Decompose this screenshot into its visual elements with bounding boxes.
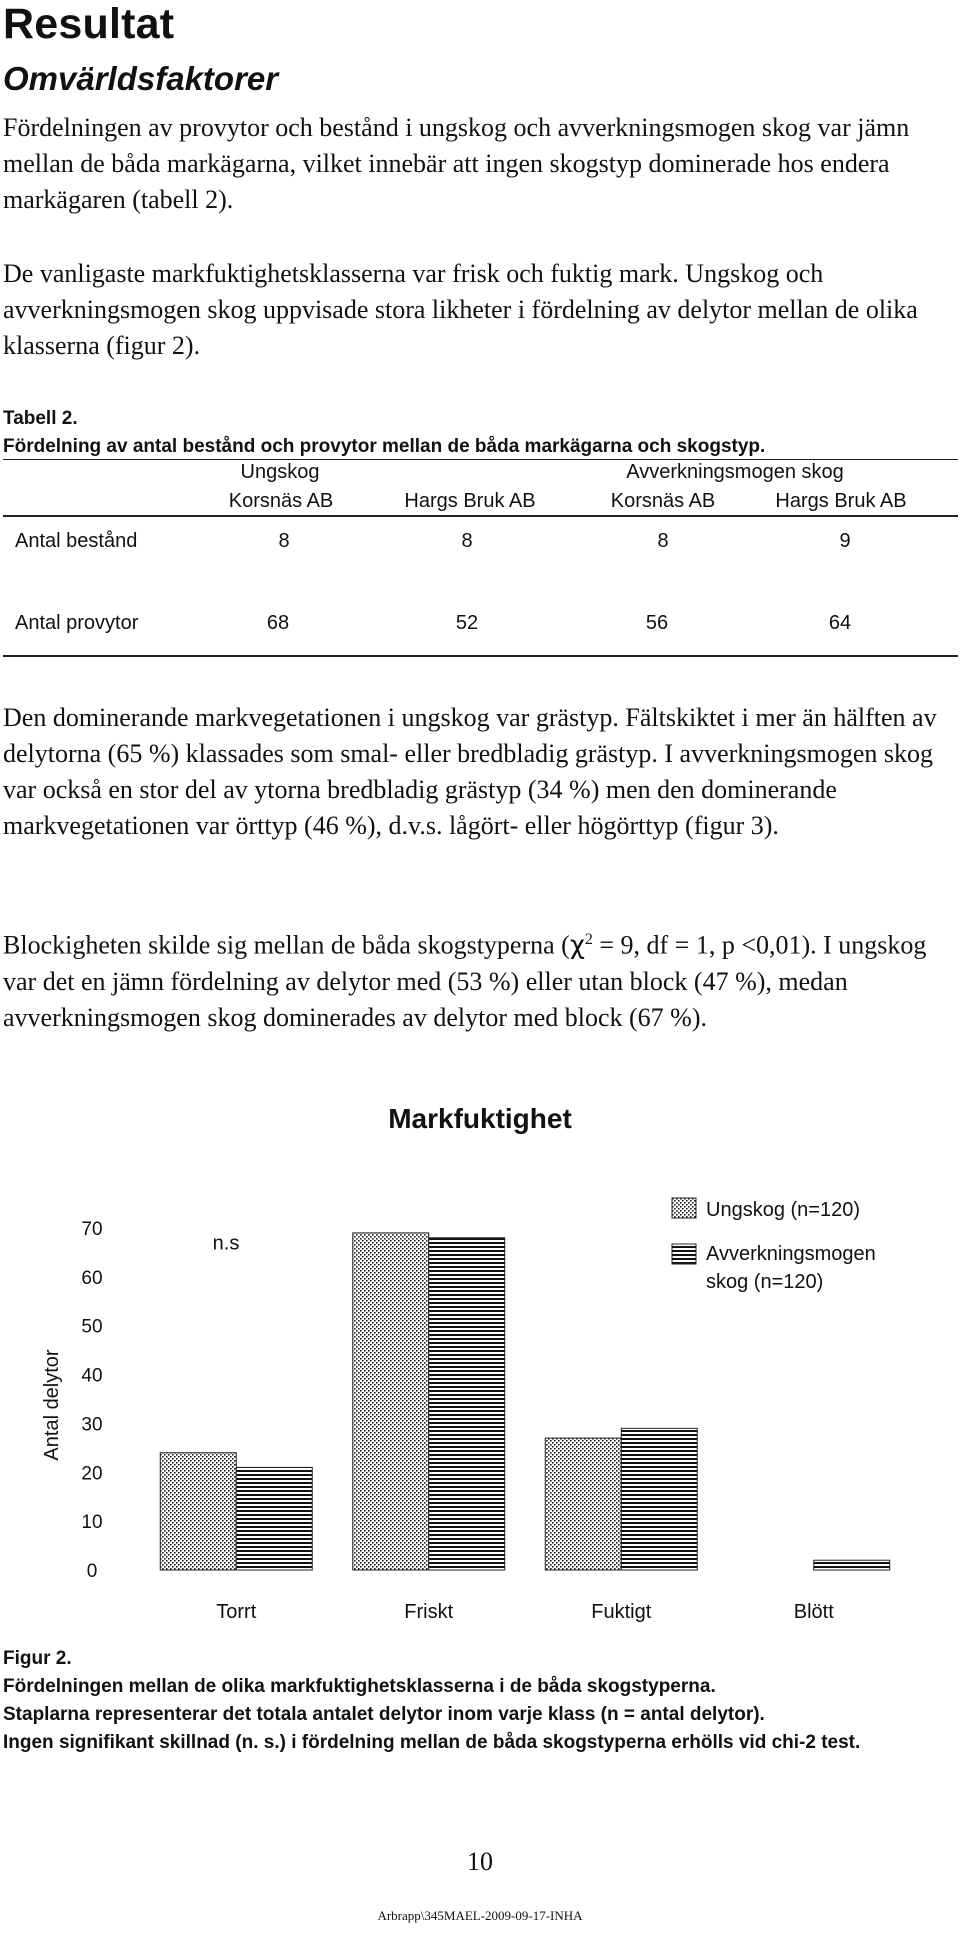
bar <box>353 1233 429 1570</box>
y-tick-label: 40 <box>81 1365 103 1387</box>
legend-label: Avverkningsmogen <box>706 1243 876 1265</box>
table-cell: 9 <box>839 530 851 552</box>
paragraph-4-start: Blockigheten skilde sig mellan de båda skogstyperna ( <box>3 930 570 960</box>
bar <box>236 1467 312 1570</box>
x-tick-label: Torrt <box>216 1601 257 1623</box>
paragraph-3 <box>3 700 953 844</box>
table-cell: 68 <box>266 612 290 634</box>
paragraph-4-end: = 9, df = 1, p <0,01). I ungskog var det en jämn fördelning av delytor med (53 %) eller utan block (47 %), medan avverkningsmogen skog dominerades av delytor med block (67 %). <box>3 930 927 1032</box>
x-tick-label: Friskt <box>404 1601 454 1623</box>
legend-label: Ungskog (n=120) <box>706 1199 860 1221</box>
bar <box>160 1453 236 1570</box>
chi-superscript: 2 <box>584 931 593 948</box>
table-caption-text: Fördelning av antal bestånd och provytor mellan de båda markägarna och skogstyp. <box>3 436 766 457</box>
table-column-header: Hargs Bruk AB <box>775 490 907 512</box>
table-top-rule <box>3 459 958 460</box>
legend-label: skog (n=120) <box>706 1271 824 1293</box>
table-column-header: Hargs Bruk AB <box>404 490 536 512</box>
table-cell: 56 <box>645 612 669 634</box>
table-cell: 64 <box>828 612 852 634</box>
paragraph-4-text <box>3 922 953 1036</box>
y-axis-label: Antal delytor <box>41 1349 63 1461</box>
bar-chart <box>0 1170 960 1623</box>
table-cell: 8 <box>461 530 473 552</box>
y-tick-label: 30 <box>81 1414 103 1436</box>
chi-symbol: χ <box>569 930 585 961</box>
table-cell: 8 <box>278 530 290 552</box>
y-tick-label: 60 <box>81 1267 103 1289</box>
figure-caption-line: Ingen signifikant skillnad (n. s.) i fördelning mellan de båda skogstyperna erhölls vid chi-2 test. <box>3 1732 861 1753</box>
table-row-label: Antal bestånd <box>15 530 138 552</box>
paragraph-3-text: Den dominerande markvegetationen i ungskog var grästyp. Fältskiktet i mer än hälften av delytorna (65 %) klassades som smal- eller bredbladig grästyp. I avverkningsmogen skog var också en stor del av ytorna bredbladig grästyp (34 %) men den dominerande markvegetationen var örttyp (46 %), d.v.s. lågört- eller högörttyp (figur 3). <box>3 703 937 840</box>
y-tick-label: 50 <box>81 1316 103 1338</box>
table-row-label: Antal provytor <box>15 612 139 634</box>
x-tick-label: Blött <box>793 1601 834 1623</box>
paragraph-1 <box>3 110 953 218</box>
bar <box>545 1438 621 1570</box>
paragraph-2 <box>3 256 953 364</box>
y-tick-label: 20 <box>81 1463 103 1485</box>
x-tick-label: Fuktigt <box>591 1601 652 1623</box>
table-column-header: Korsnäs AB <box>610 490 716 512</box>
section-heading: Omvärldsfaktorer <box>3 60 279 97</box>
table-cell: 52 <box>455 612 479 634</box>
table-column-header: Korsnäs AB <box>228 490 334 512</box>
table-caption <box>3 405 765 461</box>
legend-swatch <box>672 1244 696 1264</box>
table-label: Tabell 2. <box>3 408 78 429</box>
y-tick-label: 10 <box>81 1512 103 1534</box>
chart-annotation: n.s <box>212 1232 240 1255</box>
paragraph-1-text: Fördelningen av provytor och bestånd i ungskog och avverkningsmogen skog var jämn mellan de båda markägarna, vilket innebär att ingen skogstyp dominerade hos endera markägaren (tabell 2). <box>3 113 910 214</box>
figure-label: Figur 2. <box>3 1648 72 1669</box>
table-bottom-rule <box>3 655 958 657</box>
legend-swatch <box>672 1198 696 1218</box>
table-cell: 8 <box>657 530 669 552</box>
chart-title: Markfuktighet <box>388 1103 572 1134</box>
footer-path: Arbrapp\345MAEL-2009-09-17-INHA <box>377 1908 583 1923</box>
page-number: 10 <box>467 1847 493 1876</box>
bar <box>814 1560 890 1570</box>
paragraph-2-text: De vanligaste markfuktighetsklasserna var frisk och fuktig mark. Ungskog och avverkningsmogen skog uppvisade stora likheter i fördelning av delytor mellan de olika klasserna (figur 2). <box>3 259 918 360</box>
table-header-rule <box>3 515 958 517</box>
table-group-header: Avverkningsmogen skog <box>626 461 844 483</box>
table-group-header: Ungskog <box>240 461 320 483</box>
paragraph-4 <box>3 922 953 1036</box>
page-heading: Resultat <box>3 0 175 48</box>
bar <box>621 1428 697 1570</box>
y-tick-label: 0 <box>86 1561 98 1582</box>
y-tick-label: 70 <box>81 1219 103 1240</box>
figure-caption-line: Staplarna representerar det totala antalet delytor inom varje klass (n = antal delytor). <box>3 1704 765 1725</box>
figure-caption <box>3 1645 953 1757</box>
figure-caption-line: Fördelningen mellan de olika markfuktighetsklasserna i de båda skogstyperna. <box>3 1676 716 1697</box>
bar <box>429 1238 505 1570</box>
